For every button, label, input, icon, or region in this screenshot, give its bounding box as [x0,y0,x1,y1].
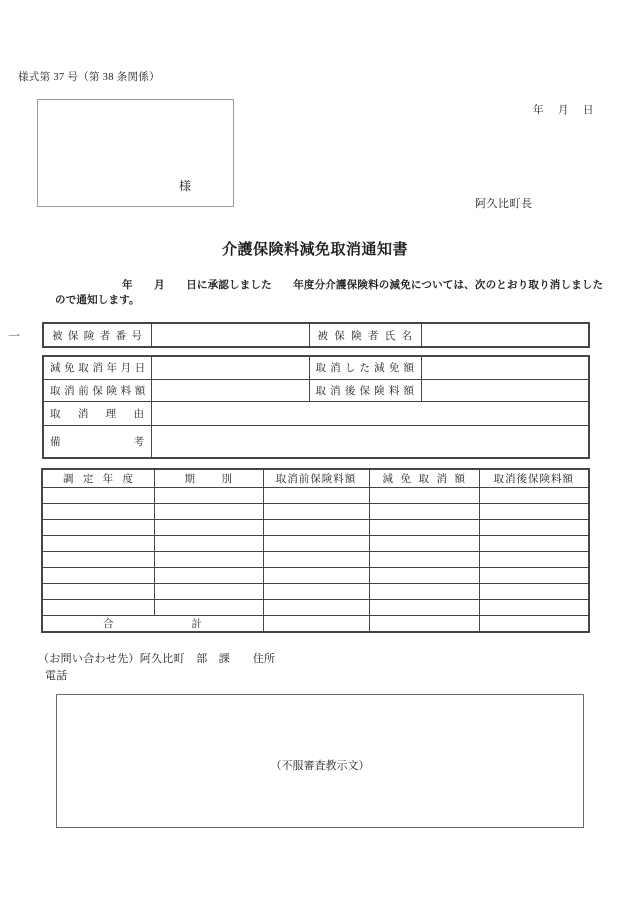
premium-table-body [42,469,589,632]
cancel-reason-row [43,401,589,425]
recipient-honorific: 様 [178,179,191,193]
premium-empty-cell [369,551,479,567]
total-premium-before [263,615,369,632]
cancel-row-2 [43,379,589,401]
insured-number-label: 被 保 険 者 番 号 [43,323,151,347]
total-premium-after [479,615,589,632]
premium-empty-cell [154,487,263,503]
premium-empty-cell [42,583,154,599]
premium-empty-row [42,519,589,535]
premium-empty-cell [42,535,154,551]
item-marker: 一 [8,329,21,343]
appeal-placeholder: （不服審査教示文） [270,760,370,772]
premium-empty-row [42,487,589,503]
remarks-value [151,425,589,458]
premium-after-label: 取 消 後 保 険 料 額 [309,379,421,401]
premium-empty-row [42,551,589,567]
phone-label: 電話 [45,670,68,682]
appeal-notice-box [56,694,584,828]
premium-empty-cell [154,551,263,567]
premium-empty-row [42,567,589,583]
premium-empty-cell [479,551,589,567]
cancelled-amount-label: 取 消 し た 減 免 額 [309,356,421,379]
premium-empty-cell [42,567,154,583]
premium-empty-cell [479,567,589,583]
premium-empty-cell [369,599,479,615]
header-term: 期 別 [154,469,263,487]
recipient-address-box [37,99,234,207]
premium-empty-row [42,535,589,551]
premium-empty-cell [369,487,479,503]
premium-empty-cell [263,519,369,535]
insured-number-value [151,323,309,347]
premium-empty-cell [263,535,369,551]
header-cancelled-amount: 減 免 取 消 額 [369,469,479,487]
premium-empty-cell [42,551,154,567]
cancelled-amount-value [421,356,589,379]
remarks-row [43,425,589,458]
body-line-2: ので通知します。 [55,294,140,306]
premium-empty-cell [263,599,369,615]
header-premium-after: 取消後保険料額 [479,469,589,487]
premium-empty-cell [42,487,154,503]
reason-label: 取 消 理 由 [43,401,151,425]
reason-value [151,401,589,425]
premium-empty-cell [154,503,263,519]
page-title: 介護保険料減免取消通知書 [221,242,408,258]
cancellation-table [42,355,590,459]
premium-empty-cell [479,503,589,519]
premium-empty-cell [479,583,589,599]
premium-empty-cell [154,567,263,583]
premium-empty-cell [42,599,154,615]
form-number: 様式第 37 号（第 38 条関係） [18,72,160,83]
premium-empty-cell [479,519,589,535]
premium-empty-cell [369,503,479,519]
insured-row [43,323,589,347]
premium-empty-cell [369,567,479,583]
insured-name-label: 被 保 険 者 氏 名 [309,323,421,347]
premium-empty-cell [154,599,263,615]
premium-after-value [421,379,589,401]
premium-empty-cell [263,583,369,599]
premium-table [41,468,590,633]
cancel-row-1 [43,356,589,379]
premium-empty-cell [154,535,263,551]
total-label: 合 計 [42,615,263,632]
premium-empty-cell [369,583,479,599]
premium-empty-cell [154,583,263,599]
premium-empty-cell [154,519,263,535]
premium-empty-cell [479,599,589,615]
premium-empty-cell [263,551,369,567]
insured-table [42,322,590,348]
premium-empty-cell [479,487,589,503]
premium-empty-row [42,503,589,519]
premium-empty-row [42,583,589,599]
header-fiscal-year: 調 定 年 度 [42,469,154,487]
premium-empty-cell [263,487,369,503]
premium-empty-cell [42,519,154,535]
total-cancelled-amount [369,615,479,632]
premium-before-value [151,379,309,401]
premium-empty-cell [479,535,589,551]
issue-date: 年 月 日 [533,105,596,116]
premium-empty-cell [369,535,479,551]
premium-empty-cell [263,567,369,583]
header-premium-before: 取消前保険料額 [263,469,369,487]
cancel-date-value [151,356,309,379]
body-line-1: 年 月 日に承認しました 年度分介護保険料の減免については、次のとおり取り消しました [122,279,604,291]
issuer-name: 阿久比町長 [475,198,533,210]
remarks-label: 備 考 [43,425,151,458]
premium-empty-cell [263,503,369,519]
premium-before-label: 取 消 前 保 険 料 額 [43,379,151,401]
contact-line: （お問い合わせ先）阿久比町 部 課 住所 [38,653,276,665]
cancel-date-label: 減 免 取 消 年 月 日 [43,356,151,379]
premium-header-row [42,469,589,487]
insured-name-value [421,323,589,347]
premium-empty-cell [42,503,154,519]
premium-empty-cell [369,519,479,535]
premium-total-row [42,615,589,632]
premium-empty-row [42,599,589,615]
